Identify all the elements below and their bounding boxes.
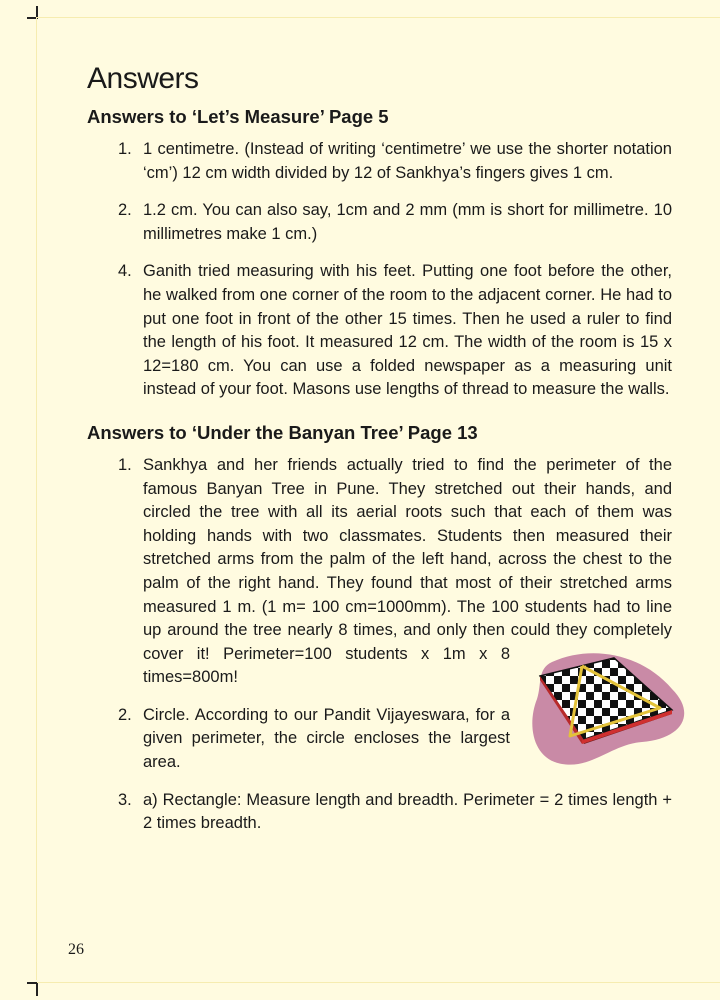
item-text: Ganith tried measuring with his feet. Putting one foot before the other, he walked from one corner of the room to the adjacent corner. He had to put one foot in front of the other 15 times. Then he used a ruler to find the length of his foot. It measured 12 cm. The width of the room is 15 x 12=180 cm. You can use a folded newspaper as a measuring unit instead of your foot. Masons use lengths of thread to measure the walls.	[143, 262, 672, 399]
item-number: 1.	[118, 140, 132, 158]
list-item	[87, 704, 672, 775]
list-item	[87, 260, 672, 402]
item-number: 4.	[118, 262, 132, 281]
section-lets-measure	[87, 106, 672, 402]
page-content	[87, 62, 672, 850]
item-number: 2.	[118, 705, 132, 724]
list-item	[87, 138, 672, 185]
section-banyan-tree	[87, 422, 672, 836]
item-text: 1 centimetre. (Instead of writing ‘centimetre’ we use the shorter notation ‘cm’) 12 cm width divided by 12 of Sankhya’s fingers gives 1 cm.	[143, 140, 672, 182]
page-number: 26	[68, 941, 84, 958]
section-heading: Answers to ‘Under the Banyan Tree’ Page 13	[87, 421, 478, 443]
list-item	[87, 454, 672, 690]
section-heading: Answers to ‘Let’s Measure’ Page 5	[87, 106, 389, 127]
list-item	[87, 789, 672, 836]
crop-mark-bottom-left	[27, 982, 38, 996]
page-title: Answers	[87, 62, 199, 95]
item-number: 2.	[118, 201, 132, 220]
list-item	[87, 199, 672, 246]
item-text: Sankhya and her friends actually tried to find the perimeter of the famous Banyan Tree in Pune. They stretched out their hands, and circled the tree with all its aerial roots such that each of them was holding hands with two classmates. Students then measured their stretched arms from the palm of the left hand, across the chest to the palm of the right hand. They found that most of their stretched arms measured 1 m. (1 m= 100 cm=1000mm). The 100 students had to line up around the tree nearly 8 times, and only then could they completely cover it! Perimeter=100 students x 1m x 8 times=800m!	[143, 455, 672, 687]
item-text: Circle. According to our Pandit Vijayeswara, for a given perimeter, the circle encloses the largest area.	[143, 705, 510, 772]
page-edge-bottom	[37, 982, 720, 983]
item-text: 1.2 cm. You can also say, 1cm and 2 mm (mm is short for millimetre. 10 millimetres make 1 cm.)	[143, 201, 672, 243]
item-number: 3.	[118, 790, 132, 809]
item-number: 1.	[118, 455, 132, 474]
page-edge-top	[37, 17, 720, 18]
item-text: a) Rectangle: Measure length and breadth. Perimeter = 2 times length + 2 times breadth.	[143, 790, 672, 833]
page-edge-left	[36, 17, 37, 980]
